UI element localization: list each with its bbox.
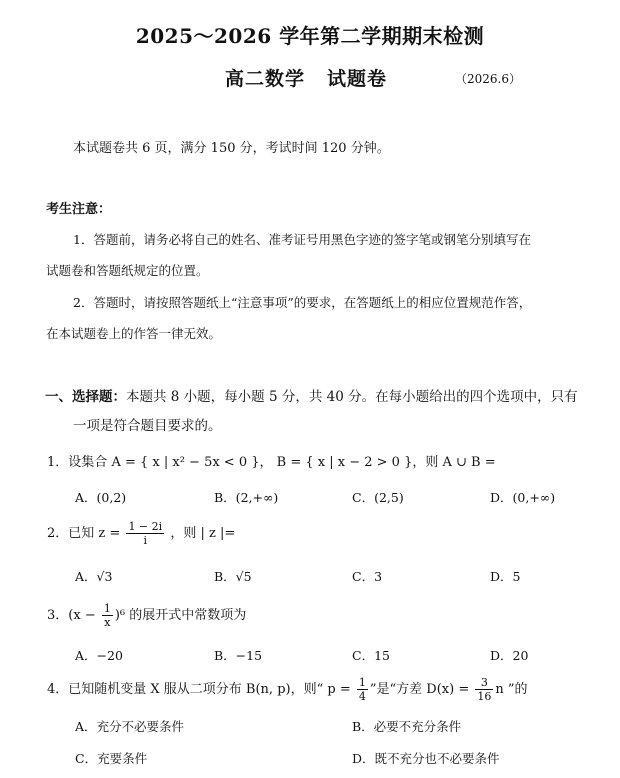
section-desc: 本题共 8 小题，每小题 5 分，共 40 分。在每小题给出的四个选项中，只有 — [126, 389, 578, 405]
set-a: A = { x | x² − 5x < 0 } — [111, 455, 260, 470]
fraction-numerator: 1 — [103, 602, 111, 615]
fraction-variance — [475, 677, 493, 702]
notice-title: 考生注意： — [46, 202, 112, 217]
q2-option-d: D．5 — [490, 569, 521, 584]
question-number: 1． — [47, 455, 69, 470]
set-b: B = { x | x − 2 > 0 } — [276, 455, 413, 470]
question-text: 的展开式中常数项为 — [129, 608, 247, 623]
fraction-denominator: 16 — [477, 690, 492, 703]
question-ask: ，则 | z |= — [170, 526, 236, 541]
q3-option-d: D．20 — [490, 648, 529, 663]
notice-item-2: 2．答题时，请按照答题纸上“注意事项”的要求，在答题纸上的相应位置规范作答， — [73, 295, 532, 310]
fraction-numerator: 3 — [475, 677, 493, 690]
q1-option-c: C．(2,5) — [352, 490, 404, 505]
exam-title: 2025～2026 学年第二学期期末检测 — [135, 24, 485, 48]
fraction — [102, 603, 113, 628]
question-tail: n ”的 — [495, 682, 528, 697]
fraction-denominator: x — [104, 616, 111, 629]
exam-date: （2026.6） — [455, 72, 521, 86]
section-label: 一、选择题： — [45, 389, 126, 405]
q1-option-d: D．(0,+∞) — [490, 490, 556, 505]
question-number: 4． — [47, 682, 69, 697]
paper-type: 试题卷 — [327, 68, 388, 90]
section-heading — [45, 385, 578, 405]
question-2 — [47, 521, 235, 546]
section-desc-cont: 一项是符合题目要求的。 — [73, 418, 222, 434]
q4-option-a: A．充分不必要条件 — [75, 719, 185, 734]
q1-option-a: A．(0,2) — [75, 490, 127, 505]
q4-option-c: C．充要条件 — [75, 751, 148, 766]
notice-item-1-cont: 试题卷和答题纸规定的位置。 — [46, 263, 209, 278]
fraction-numerator: 1 — [358, 676, 366, 689]
q2-option-a: A．√3 — [75, 569, 113, 584]
expression-left: (x − — [68, 608, 96, 623]
question-number: 2． — [47, 526, 69, 541]
intro-text: 本试题卷共 6 页，满分 150 分，考试时间 120 分钟。 — [73, 141, 390, 156]
question-mid: ”是“方差 D(x) = — [369, 682, 470, 697]
q2-option-c: C．3 — [352, 569, 383, 584]
fraction-denominator: i — [143, 534, 148, 547]
expression-right: )⁶ — [114, 608, 126, 623]
subject-name: 高二数学 — [225, 68, 306, 90]
question-lead: 已知 z = — [68, 526, 121, 541]
question-number: 3． — [47, 608, 69, 623]
fraction-p — [357, 677, 368, 702]
q4-option-b: B．必要不充分条件 — [352, 719, 462, 734]
question-ask: ，则 A ∪ B = — [412, 455, 496, 470]
q3-option-a: A．−20 — [75, 648, 123, 663]
question-lead: 设集合 — [68, 455, 108, 470]
question-4 — [47, 677, 528, 702]
q4-option-d: D．既不充分也不必要条件 — [352, 751, 500, 766]
q2-option-b: B．√5 — [214, 569, 252, 584]
question-3 — [47, 603, 246, 628]
q3-option-c: C．15 — [352, 648, 390, 663]
notice-item-2-cont: 在本试题卷上的作答一律无效。 — [46, 326, 222, 341]
fraction-numerator: 1 − 2i — [128, 520, 163, 533]
separator: ， — [259, 455, 273, 470]
q1-option-b: B．(2,+∞) — [214, 490, 279, 505]
fraction — [126, 521, 164, 546]
exam-subtitle — [225, 64, 387, 91]
notice-item-1: 1．答题前，请务必将自己的姓名、准考证号用黑色字迹的签字笔或钢笔分别填写在 — [73, 232, 531, 247]
question-1 — [47, 451, 496, 470]
question-lead: 已知随机变量 X 服从二项分布 B(n, p)，则“ p = — [68, 682, 351, 697]
fraction-denominator: 4 — [358, 690, 366, 703]
q3-option-b: B．−15 — [214, 648, 263, 663]
